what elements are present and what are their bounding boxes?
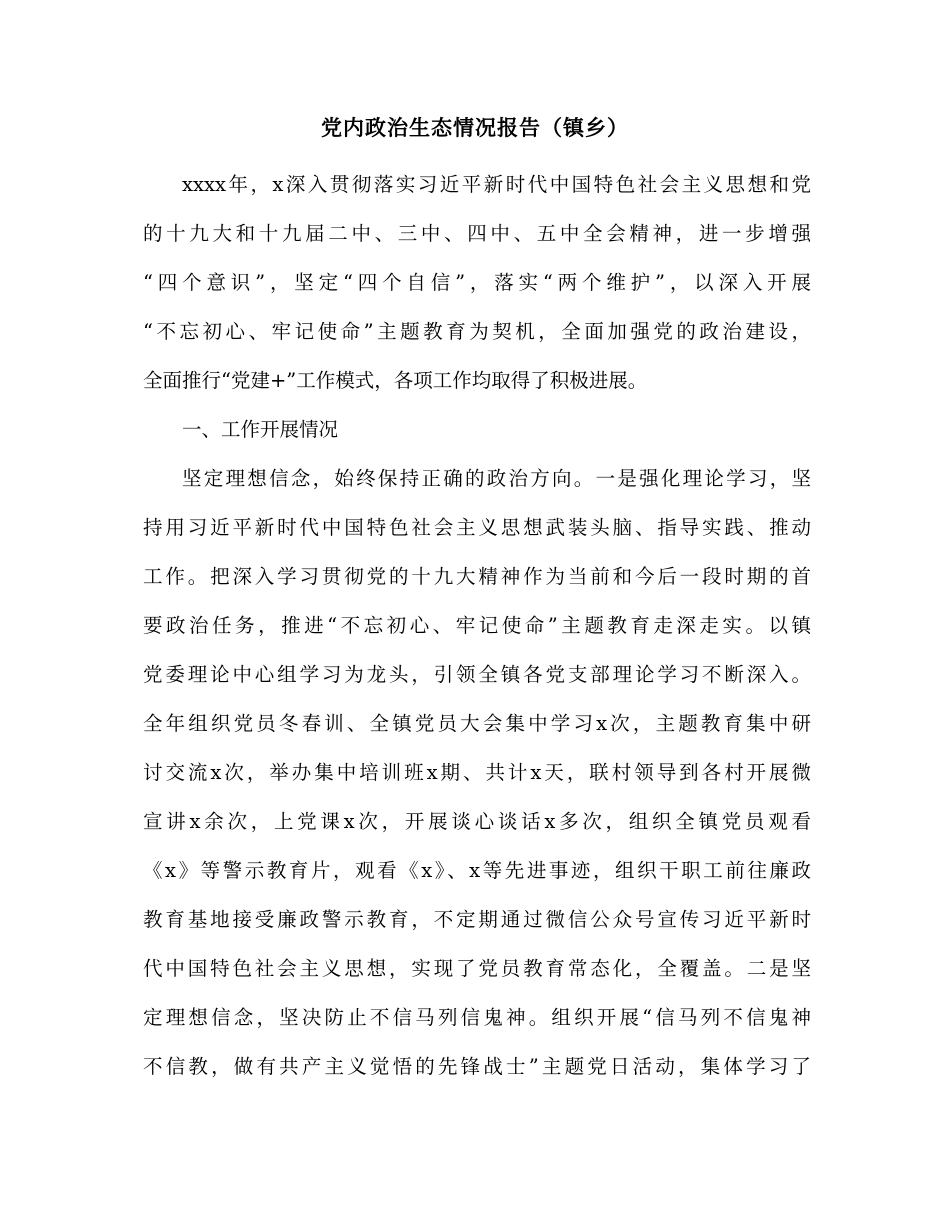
- document-body: [143, 160, 811, 1091]
- body-line: “四个意识”，坚定“四个自信”，落实“两个维护”，以深入开展: [143, 271, 811, 294]
- section-heading: 一、工作开展情况: [182, 418, 339, 441]
- body-line: 党委理论中心组学习为龙头，引领全镇各党支部理论学习不断深入。: [143, 663, 811, 686]
- body-line: 教育基地接受廉政警示教育，不定期通过微信公众号宣传习近平新时: [143, 908, 811, 931]
- body-line: 讨交流x次，举办集中培训班x期、共计x天，联村领导到各村开展微: [143, 761, 811, 784]
- body-line: 持用习近平新时代中国特色社会主义思想武装头脑、指导实践、推动: [143, 516, 811, 539]
- body-line: 的十九大和十九届二中、三中、四中、五中全会精神，进一步增强: [143, 222, 811, 245]
- document-title: 党内政治生态情况报告（镇乡）: [321, 115, 629, 140]
- body-line: 宣讲x余次，上党课x次，开展谈心谈话x多次，组织全镇党员观看: [143, 810, 811, 833]
- body-line: xxxx年，x深入贯彻落实习近平新时代中国特色社会主义思想和党: [182, 173, 811, 196]
- body-line: 定理想信念，坚决防止不信马列信鬼神。组织开展“信马列不信鬼神: [143, 1006, 811, 1029]
- body-line: 坚定理想信念，始终保持正确的政治方向。一是强化理论学习，坚: [182, 467, 811, 490]
- body-line: 全面推行“党建+”工作模式，各项工作均取得了积极进展。: [143, 369, 648, 392]
- body-line: 《x》等警示教育片，观看《x》、x等先进事迹，组织干职工前往廉政: [143, 859, 811, 882]
- body-line: 全年组织党员冬春训、全镇党员大会集中学习x次，主题教育集中研: [143, 712, 811, 735]
- body-line: 工作。把深入学习贯彻党的十九大精神作为当前和今后一段时期的首: [143, 565, 811, 588]
- body-line: 不信教，做有共产主义觉悟的先锋战士”主题党日活动，集体学习了: [143, 1055, 811, 1078]
- body-line: 要政治任务，推进“不忘初心、牢记使命”主题教育走深走实。以镇: [143, 614, 811, 637]
- body-line: “不忘初心、牢记使命”主题教育为契机，全面加强党的政治建设，: [143, 320, 811, 343]
- body-line: 代中国特色社会主义思想，实现了党员教育常态化，全覆盖。二是坚: [143, 957, 811, 980]
